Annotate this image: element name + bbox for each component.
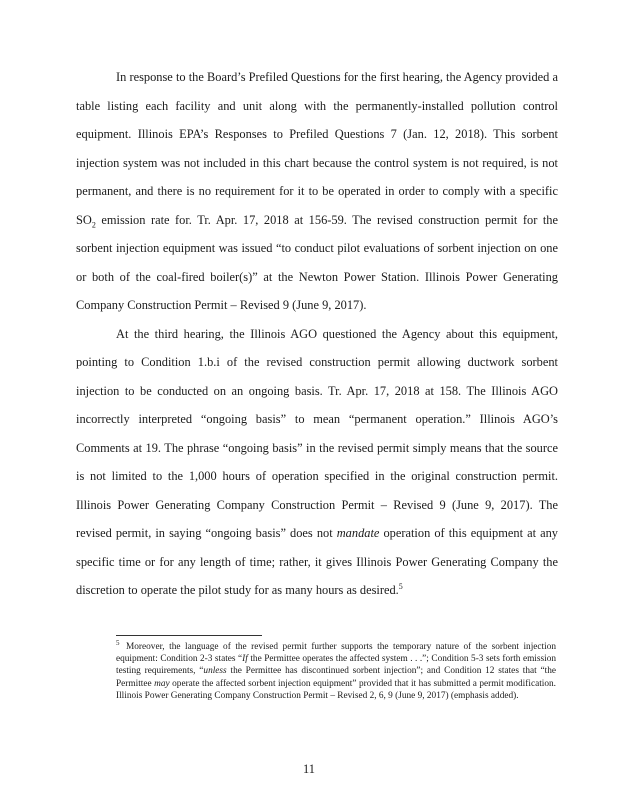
- text-run: the Permittee operates the affected system . . .”; Condition 5-3 sets forth emission testing requirements, “: [116, 654, 556, 677]
- text-run: 5: [398, 581, 403, 591]
- text-run: If: [242, 654, 248, 665]
- text-run: may: [154, 678, 170, 689]
- paragraph-2: [76, 320, 558, 605]
- text-run: operation of this equipment at any specific time or for any length of time; rather, it gives Illinois Power Generating Company the discretion to operate the pilot study for as many hours as desired.: [76, 526, 558, 597]
- footnote-number: 5: [116, 638, 120, 647]
- text-run: At the third hearing, the Illinois AGO questioned the Agency about this equipment, pointing to Condition 1.b.i of the revised construction permit allowing ductwork sorbent injection to be conducted on an ongoing basis. Tr. Apr. 17, 2018 at 158. The Illinois AGO incorrectly interpreted “ongoing basis” to mean “permanent operation.” Illinois AGO’s Comments at 19. The phrase “ongoing basis” in the revised permit simply means that the source is not limited to the 1,000 hours of operation specified in the original construction permit. Illinois Power Generating Company Construction Permit – Revised 9 (June 9, 2017). The revised permit, in saying “ongoing basis” does not: [76, 326, 558, 540]
- text-run: the Permittee has discontinued sorbent injection”; and Condition 12 states that “the Permittee: [116, 666, 556, 689]
- page-number: 11: [303, 762, 315, 776]
- text-run: operate the affected sorbent injection equipment” provided that it has submitted a permit modification. Illinois Power Generating Company Construction Permit – Revised 2, 6, 9 (June 9, 2017) (emphasis added).: [116, 678, 556, 701]
- footnote-text: [116, 642, 556, 701]
- footnote-5: [116, 638, 556, 702]
- text-run: Moreover, the language of the revised permit further supports the temporary nature of the sorbent injection equipment: Condition 2-3 states “: [116, 642, 556, 665]
- text-run: unless: [203, 666, 227, 677]
- text-run: In response to the Board’s Prefiled Questions for the first hearing, the Agency provided a table listing each facility and unit along with the permanently-installed pollution control equipment. Illinois EPA’s Responses to Prefiled Questions 7 (Jan. 12, 2018). This sorbent injection system was not included in this chart because the control system is not required, is not permanent, and there is no requirement for it to be operated in order to comply with a specific SO: [76, 70, 558, 227]
- footnote-divider: [116, 635, 262, 636]
- text-run: 2: [91, 219, 96, 229]
- paragraph-1: [76, 63, 558, 320]
- text-run: mandate: [336, 526, 380, 540]
- body-text: [76, 63, 558, 605]
- text-run: emission rate for. Tr. Apr. 17, 2018 at 156-59. The revised construction permit for the sorbent injection equipment was issued “to conduct pilot evaluations of sorbent injection on one or both of the coal-fired boiler(s)” at the Newton Power Station. Illinois Power Generating Company Construction Permit – Revised 9 (June 9, 2017).: [76, 212, 558, 312]
